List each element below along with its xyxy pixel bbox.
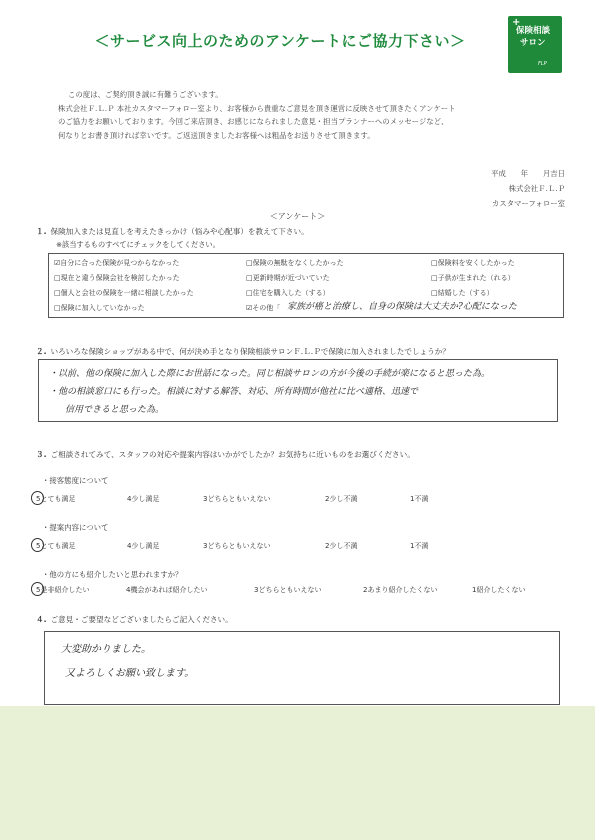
q4-answer-line: 大変助かりました。	[61, 644, 151, 655]
footer-band	[0, 706, 595, 840]
rating-option-2[interactable]: 2少し不満	[325, 495, 358, 503]
q2-text: いろいろな保険ショップがある中で、何が決め手となり保険相談サロンＦ.Ｌ.Ｐで保険に加入されましたでしょうか？	[50, 347, 450, 356]
q3-section-label: ・提案内容について	[42, 523, 109, 532]
q3-section-label: ・他の方にも紹介したいと思われますか？	[42, 570, 183, 579]
q1-checkbox-other[interactable]: ☑その他「	[246, 304, 281, 312]
q1-checkbox-10[interactable]: □保険に加入していなかった	[54, 304, 145, 312]
q3-section-label: ・接客態度について	[42, 476, 109, 485]
rating-option-2[interactable]: 2少し不満	[325, 542, 358, 550]
rating-option-4[interactable]: 4少し満足	[127, 495, 160, 503]
rating-option-1[interactable]: 1不満	[410, 542, 429, 550]
q2-answer-line: 信用できると思った為。	[65, 405, 165, 415]
q4-answer-box[interactable]	[44, 631, 560, 705]
intro-line: のご協力をお願いしております。今回ご来店頂き、お感じになられました意見・担当プランナーへのメッセージなど、	[58, 117, 449, 126]
q3-number: ３.	[36, 450, 47, 459]
q1-checkbox-4[interactable]: □現在と違う保険会社を検討したかった	[54, 274, 180, 282]
signature-date: 平成 年 月吉日	[491, 169, 565, 178]
q1-checkbox-1[interactable]: ☑自分に合った保険が見つからなかった	[54, 259, 180, 267]
rating-option-5[interactable]: 5とても満足	[36, 495, 76, 503]
q1-checkbox-8[interactable]: □住宅を購入した（する）	[246, 289, 330, 297]
q4-text: ご意見・ご要望などございましたらご記入ください。	[50, 615, 233, 624]
q2-number: ２.	[36, 347, 47, 356]
q1-number: １.	[36, 227, 47, 236]
q1-question	[36, 226, 309, 237]
q1-checkbox-6[interactable]: □子供が生まれた（れる）	[431, 274, 515, 282]
q4-answer-line: 又よろしくお願い致します。	[65, 668, 195, 679]
q2-answer-line: ・他の相談窓口にも行った。相談に対する解答、対応、所有時間が他社に比べ適格、迅速で	[49, 387, 419, 397]
q1-checkbox-2[interactable]: □保険の無駄をなくしたかった	[246, 259, 344, 267]
q1-options-box	[48, 253, 564, 318]
intro-line: 株式会社Ｆ.Ｌ.Ｐ 本社カスタマーフォロー室より、お客様から貴重なご意見を頂き運営に反映させて頂きたくアンケート	[58, 103, 456, 113]
q1-other-answer[interactable]: 家族が癌と治療し、自身の保険は大丈夫か?心配になった	[287, 302, 517, 312]
page-title: ＜サービス向上のためのアンケートにご協力下さい＞	[94, 32, 466, 50]
signature-company: 株式会社Ｆ.Ｌ.Ｐ	[508, 184, 565, 193]
q1-checkbox-9[interactable]: □結婚した（する）	[431, 289, 494, 297]
rating-option-1[interactable]: 1紹介したくない	[472, 586, 526, 594]
intro-line: 何なりとお書き頂ければ幸いです。ご返送頂きましたお客様へは粗品をお送りさせて頂きます。	[58, 130, 375, 140]
rating-option-3[interactable]: 3どちらともいえない	[254, 586, 322, 594]
logo-plus: +	[512, 17, 521, 28]
q2-question	[36, 346, 450, 357]
rating-option-1[interactable]: 1不満	[410, 495, 429, 503]
q2-answer-box[interactable]	[38, 359, 558, 422]
logo-line-3: FLP	[538, 61, 547, 67]
q1-checkbox-5[interactable]: □更新時期が近づいていた	[246, 274, 330, 282]
signature-dept: カスタマーフォロー室	[491, 199, 565, 208]
rating-option-4[interactable]: 4機会があれば紹介したい	[126, 586, 208, 594]
q3-text: ご相談されてみて、スタッフの対応や提案内容はいかがでしたか？お気持ちに近いものをお選びください。	[50, 450, 415, 459]
logo-line-1: 保険相談	[516, 26, 551, 36]
brand-logo	[508, 16, 562, 73]
logo-line-2: サロン	[520, 38, 546, 48]
q4-number: ４.	[36, 615, 47, 624]
rating-option-5[interactable]: 5とても満足	[36, 542, 76, 550]
q1-text: 保険加入または見直しを考えたきっかけ（悩みや心配事）を教えて下さい。	[50, 227, 309, 236]
intro-line: この度は、ご契約頂き誠に有難うございます。	[68, 90, 223, 99]
rating-option-3[interactable]: 3どちらともいえない	[203, 542, 271, 550]
signature-block	[455, 166, 565, 211]
q1-note: ※該当するものすべてにチェックをしてください。	[56, 240, 220, 249]
intro-text	[58, 88, 573, 142]
rating-option-2[interactable]: 2あまり紹介したくない	[363, 586, 438, 594]
q1-checkbox-3[interactable]: □保険料を安くしたかった	[431, 259, 515, 267]
q2-answer-line: ・以前、他の保険に加入した際にお世話になった。同じ相談サロンの方が今後の手続が楽になると思った為。	[49, 369, 491, 379]
rating-option-4[interactable]: 4少し満足	[127, 542, 160, 550]
rating-option-3[interactable]: 3どちらともいえない	[203, 495, 271, 503]
rating-option-5[interactable]: 5是非紹介したい	[36, 586, 90, 594]
q1-checkbox-7[interactable]: □個人と会社の保険を一緒に相談したかった	[54, 289, 194, 297]
survey-heading: ＜アンケート＞	[269, 212, 326, 221]
q4-question	[36, 614, 233, 625]
q3-question	[36, 449, 415, 460]
